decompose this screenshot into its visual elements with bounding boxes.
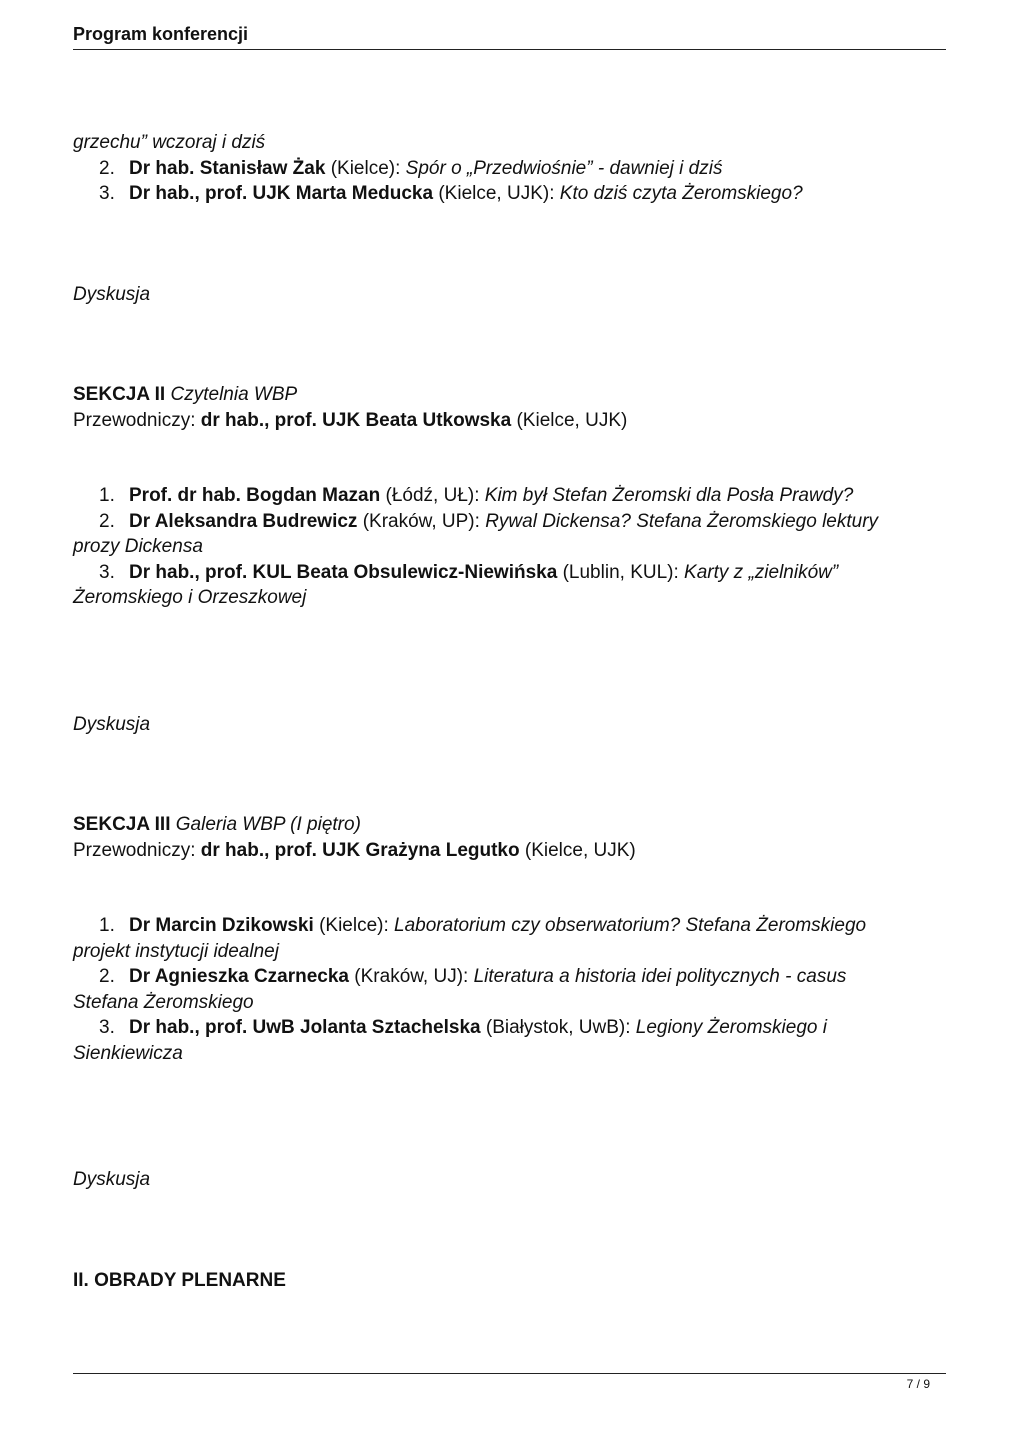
spacer	[73, 307, 953, 382]
speaker-name: Dr Marcin Dzikowski	[129, 915, 314, 936]
list-item	[73, 509, 953, 535]
section-place: Galeria WBP (I piętro)	[175, 814, 361, 835]
section-heading	[73, 812, 953, 838]
section-label: SEKCJA II	[73, 384, 166, 405]
speaker-name: Dr hab., prof. UwB Jolanta Sztachelska	[129, 1017, 481, 1038]
talk-title: Laboratorium czy obserwatorium? Stefana Żeromskiego	[394, 915, 867, 936]
section-label: SEKCJA III	[73, 814, 171, 835]
talk-title: Kto dziś czyta Żeromskiego?	[559, 183, 803, 204]
spacer	[73, 863, 953, 913]
speaker-name: Dr Aleksandra Budrewicz	[129, 510, 358, 532]
item-number: 3.	[99, 561, 115, 583]
item-number: 3.	[99, 1017, 115, 1038]
spacer	[73, 1066, 953, 1167]
page-number: 7 / 9	[906, 1377, 930, 1391]
talk-title-continuation: projekt instytucji idealnej	[73, 940, 279, 962]
spacer	[73, 1193, 953, 1268]
list-item	[73, 964, 953, 990]
talk-title: Spór o „Przedwiośnie” - dawniej i dziś	[405, 157, 723, 179]
discussion-label: Dyskusja	[73, 1169, 151, 1190]
talk-title-continuation: Stefana Żeromskiego	[73, 991, 254, 1013]
speaker-affiliation: (Białystok, UwB):	[485, 1017, 631, 1038]
speaker-affiliation: (Kraków, UJ):	[354, 966, 469, 987]
continuation-text: grzechu” wczoraj i dziś	[73, 132, 266, 153]
speaker-name: Dr Agnieszka Czarnecka	[129, 966, 350, 987]
speaker-name: Dr hab., prof. KUL Beata Obsulewicz-Niewińska	[129, 561, 558, 583]
talk-title-continuation: Żeromskiego i Orzeszkowej	[73, 587, 307, 608]
list-item	[73, 156, 953, 182]
chair-affiliation: (Kielce, UJK)	[516, 409, 628, 431]
item-number: 1.	[99, 485, 115, 506]
spacer	[73, 433, 953, 483]
talk-title-continuation: Sienkiewicza	[73, 1042, 183, 1064]
list-item	[73, 483, 953, 509]
discussion-label: Dyskusja	[73, 283, 151, 305]
speaker-name: Dr hab., prof. UJK Marta Meducka	[129, 183, 434, 204]
page-header-title: Program konferencji	[73, 24, 249, 44]
list-item	[73, 1015, 953, 1041]
section-place: Czytelnia WBP	[170, 384, 298, 405]
section-heading	[73, 382, 953, 408]
item-number: 2.	[99, 510, 115, 532]
footer-divider	[73, 1373, 946, 1374]
speaker-affiliation: (Kielce, UJK):	[438, 183, 555, 204]
item-number: 2.	[99, 966, 115, 987]
list-item	[73, 913, 953, 939]
speaker-affiliation: (Lublin, KUL):	[562, 561, 679, 583]
talk-title: Karty z „zielników”	[684, 561, 839, 583]
section-chair	[73, 408, 953, 434]
discussion-label: Dyskusja	[73, 713, 151, 735]
speaker-affiliation: (Kraków, UP):	[362, 510, 480, 532]
speaker-affiliation: (Łódź, UŁ):	[385, 485, 480, 506]
spacer	[73, 207, 953, 282]
item-number: 2.	[99, 157, 115, 179]
talk-title-continuation: prozy Dickensa	[73, 536, 203, 557]
header-divider	[73, 49, 946, 50]
speaker-affiliation: (Kielce):	[319, 915, 389, 936]
speaker-name: Dr hab. Stanisław Żak	[129, 157, 326, 179]
item-number: 1.	[99, 915, 115, 936]
talk-title: Legiony Żeromskiego i	[635, 1017, 827, 1038]
speaker-affiliation: (Kielce):	[330, 157, 401, 179]
talk-title: Kim był Stefan Żeromski dla Posła Prawdy?	[484, 485, 854, 506]
section-chair	[73, 838, 953, 864]
spacer	[73, 611, 953, 712]
talk-title: Rywal Dickensa? Stefana Żeromskiego lektury	[485, 510, 879, 532]
plenary-heading: II. OBRADY PLENARNE	[73, 1269, 286, 1291]
speaker-name: Prof. dr hab. Bogdan Mazan	[129, 485, 381, 506]
page-content	[73, 130, 953, 1293]
chair-name: dr hab., prof. UJK Beata Utkowska	[200, 409, 512, 431]
talk-title: Literatura a historia idei politycznych - casus	[473, 966, 847, 987]
list-item	[73, 560, 953, 586]
list-item	[73, 181, 953, 207]
chair-name: dr hab., prof. UJK Grażyna Legutko	[200, 839, 520, 861]
chair-prefix: Przewodniczy:	[73, 409, 196, 431]
item-number: 3.	[99, 183, 115, 204]
chair-affiliation: (Kielce, UJK)	[524, 839, 636, 861]
chair-prefix: Przewodniczy:	[73, 839, 196, 861]
spacer	[73, 737, 953, 812]
